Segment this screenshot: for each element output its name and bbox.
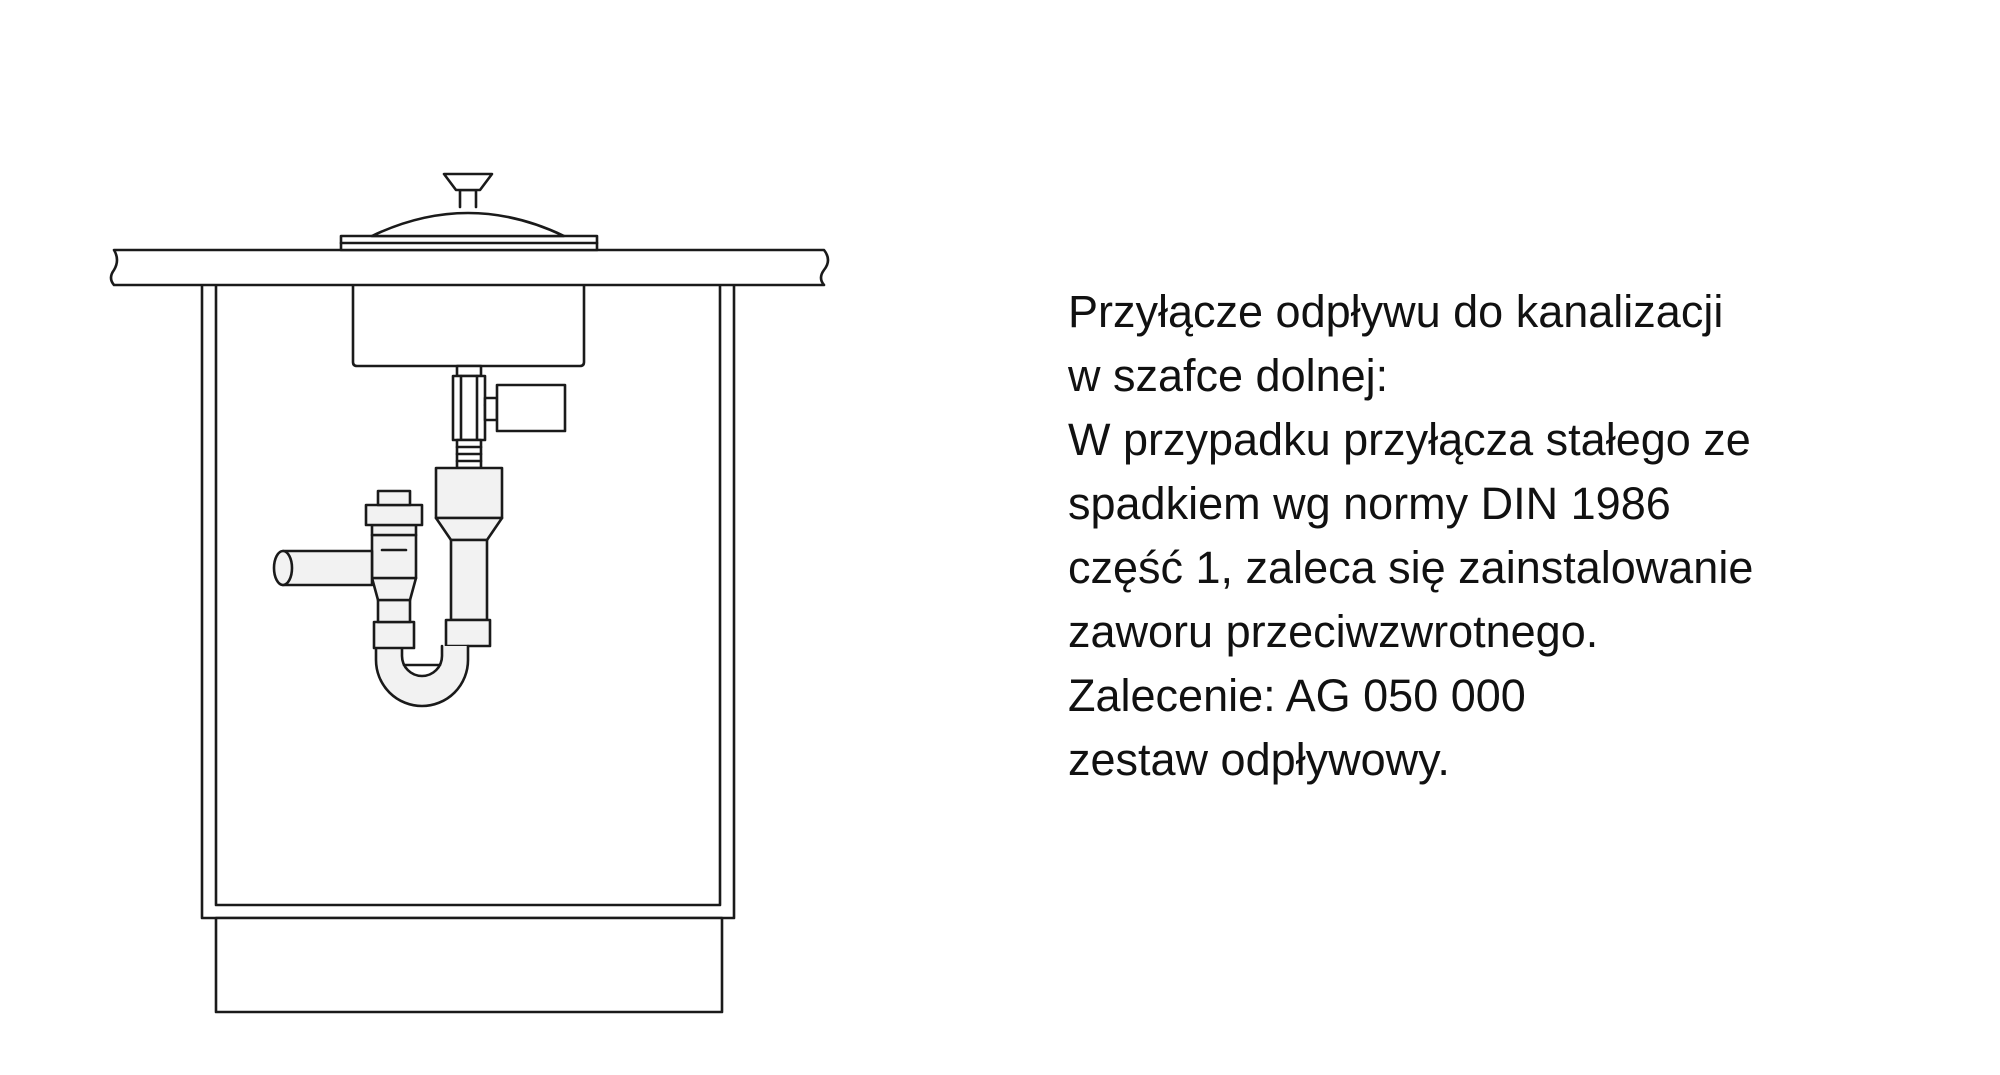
drain-connection-instructions: [1068, 280, 1948, 792]
cabinet-plinth: [216, 918, 722, 1012]
instruction-line-6: zaworu przeciwzwrotnego.: [1068, 606, 1599, 657]
instruction-line-3: W przypadku przyłącza stałego ze: [1068, 414, 1751, 465]
lid-knob-stem: [460, 190, 476, 207]
instruction-line-2: w szafce dolnej:: [1068, 350, 1389, 401]
worktop: [111, 250, 828, 285]
threaded-coupling: [457, 440, 481, 468]
instruction-line-4: spadkiem wg normy DIN 1986: [1068, 478, 1671, 529]
sink-basin: [353, 283, 584, 366]
instruction-line-5: część 1, zaleca się zainstalowanie: [1068, 542, 1754, 593]
instruction-line-1: Przyłącze odpływu do kanalizacji: [1068, 286, 1724, 337]
instruction-line-8: zestaw odpływowy.: [1068, 734, 1450, 785]
overflow-connector: [485, 385, 565, 431]
lid-knob: [444, 174, 492, 190]
pot-with-lid: [341, 174, 597, 250]
trap-left-leg: [372, 535, 416, 648]
sewer-outlet-pipe: [274, 551, 372, 585]
instruction-line-7: Zalecenie: AG 050 000: [1068, 670, 1526, 721]
pot-lid: [372, 213, 564, 236]
